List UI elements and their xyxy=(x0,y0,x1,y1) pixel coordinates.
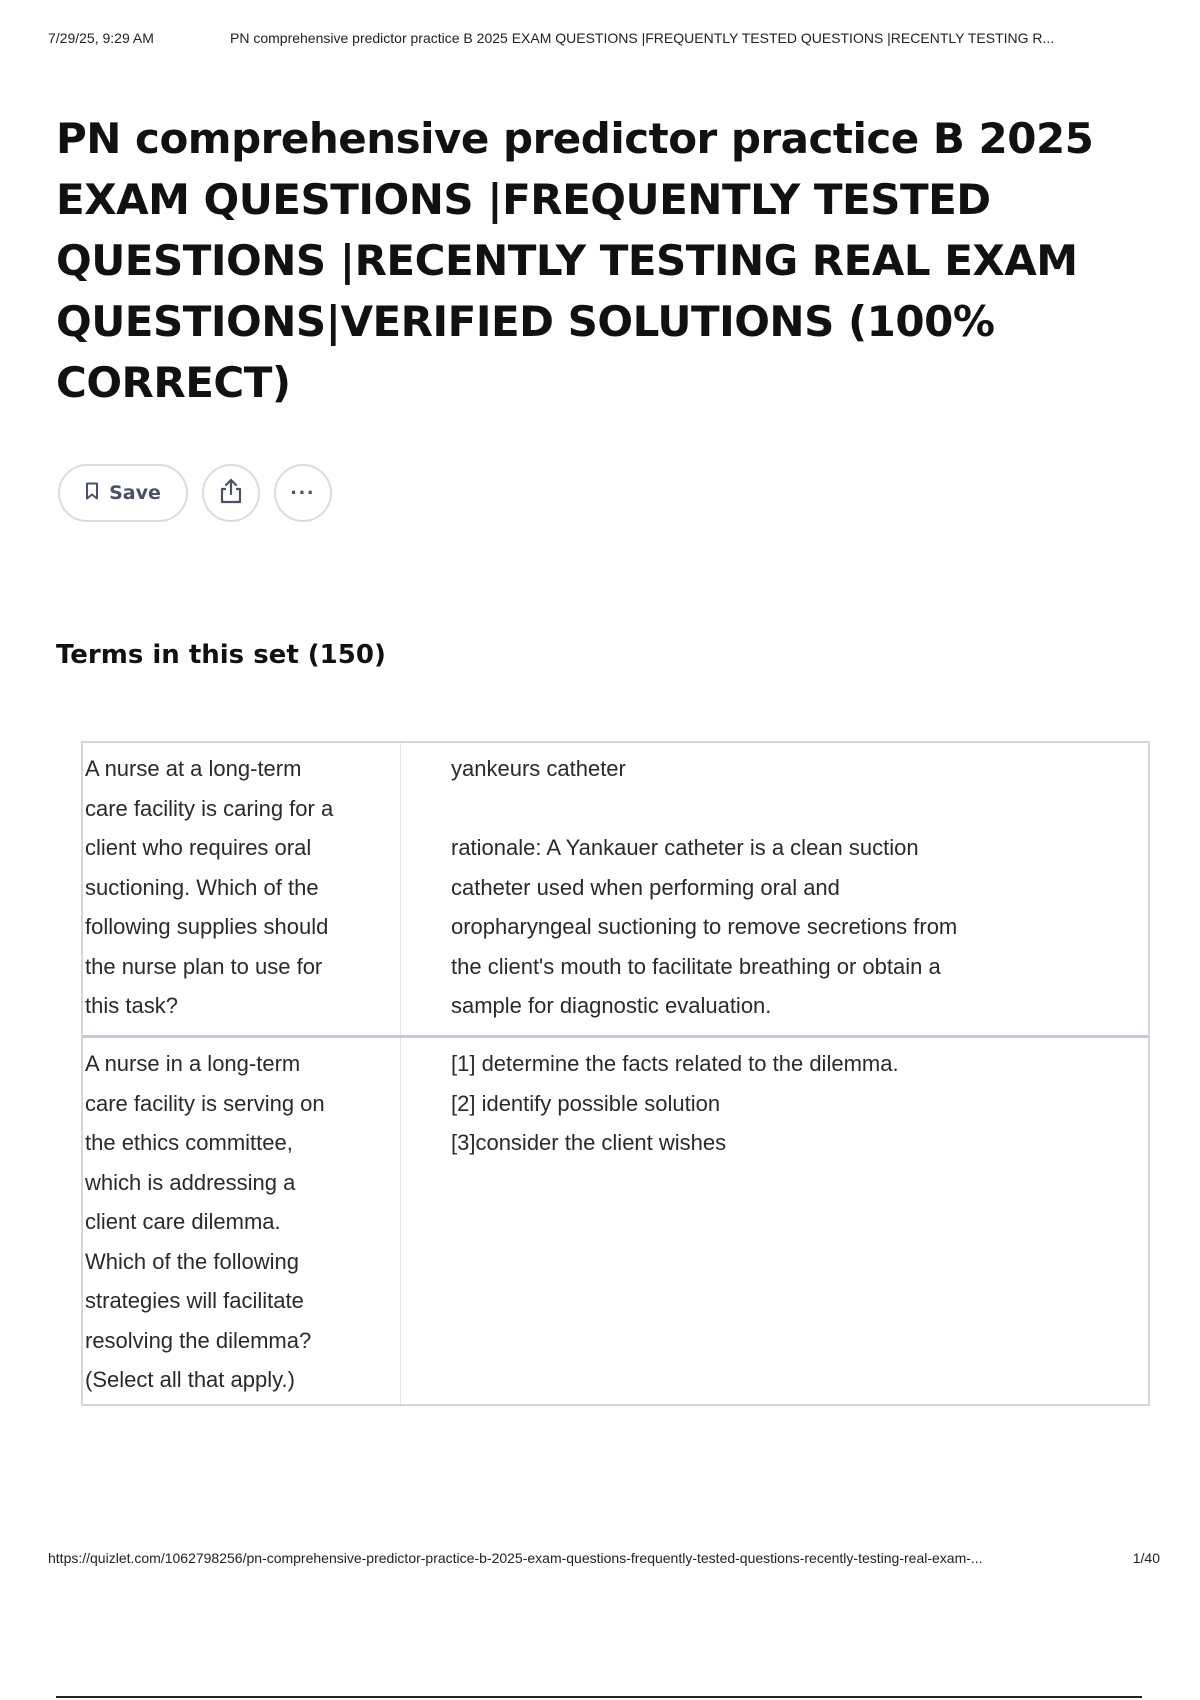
print-url: https://quizlet.com/1062798256/pn-comprehensive-predictor-practice-b-2025-exam-questions-frequently-tested-questions-recently-testing-real-exam-... xyxy=(48,1550,983,1566)
terms-table xyxy=(81,741,1150,1406)
page-title: PN comprehensive predictor practice B 2025 EXAM QUESTIONS |FREQUENTLY TESTED QUESTIONS |RECENTLY TESTING REAL EXAM QUESTIONS|VERIFIED SOLUTIONS (100% CORRECT) xyxy=(56,114,1094,407)
definition-text: yankeurs catheter rationale: A Yankauer catheter is a clean suction catheter used when performing oral and oropharyngeal suctioning to remove secretions from the client's mouth to facilitate breathing or obtain a sample for diagnostic evaluation. xyxy=(451,756,958,1018)
print-header xyxy=(48,30,1160,50)
print-footer xyxy=(48,1550,1160,1570)
divider xyxy=(56,1696,1142,1698)
term-row xyxy=(83,743,1148,1038)
definition-text: [1] determine the facts related to the dilemma. [2] identify possible solution [3]consider the client wishes xyxy=(451,1051,899,1155)
print-date: 7/29/25, 9:29 AM xyxy=(48,30,154,46)
share-icon xyxy=(218,477,244,510)
term-text: A nurse at a long-term care facility is caring for a client who requires oral suctioning. Which of the following supplies should the nurse plan to use for this task? xyxy=(83,743,401,1035)
print-doc-title: PN comprehensive predictor practice B 2025 EXAM QUESTIONS |FREQUENTLY TESTED QUESTIONS |RECENTLY TESTING R... xyxy=(230,30,1055,46)
share-button[interactable] xyxy=(202,464,260,522)
save-label: Save xyxy=(109,482,161,504)
page-number: 1/40 xyxy=(1132,1550,1160,1566)
more-icon: ··· xyxy=(290,480,316,505)
save-button[interactable] xyxy=(58,464,188,522)
term-row xyxy=(83,1038,1148,1404)
more-options-button[interactable] xyxy=(274,464,332,522)
term-text: A nurse in a long-term care facility is serving on the ethics committee, which is addressing a client care dilemma. Which of the following strategies will facilitate resolving the dilemma? (Select all that apply.) xyxy=(83,1038,401,1404)
bookmark-icon xyxy=(85,482,99,505)
terms-heading: Terms in this set (150) xyxy=(56,640,386,670)
